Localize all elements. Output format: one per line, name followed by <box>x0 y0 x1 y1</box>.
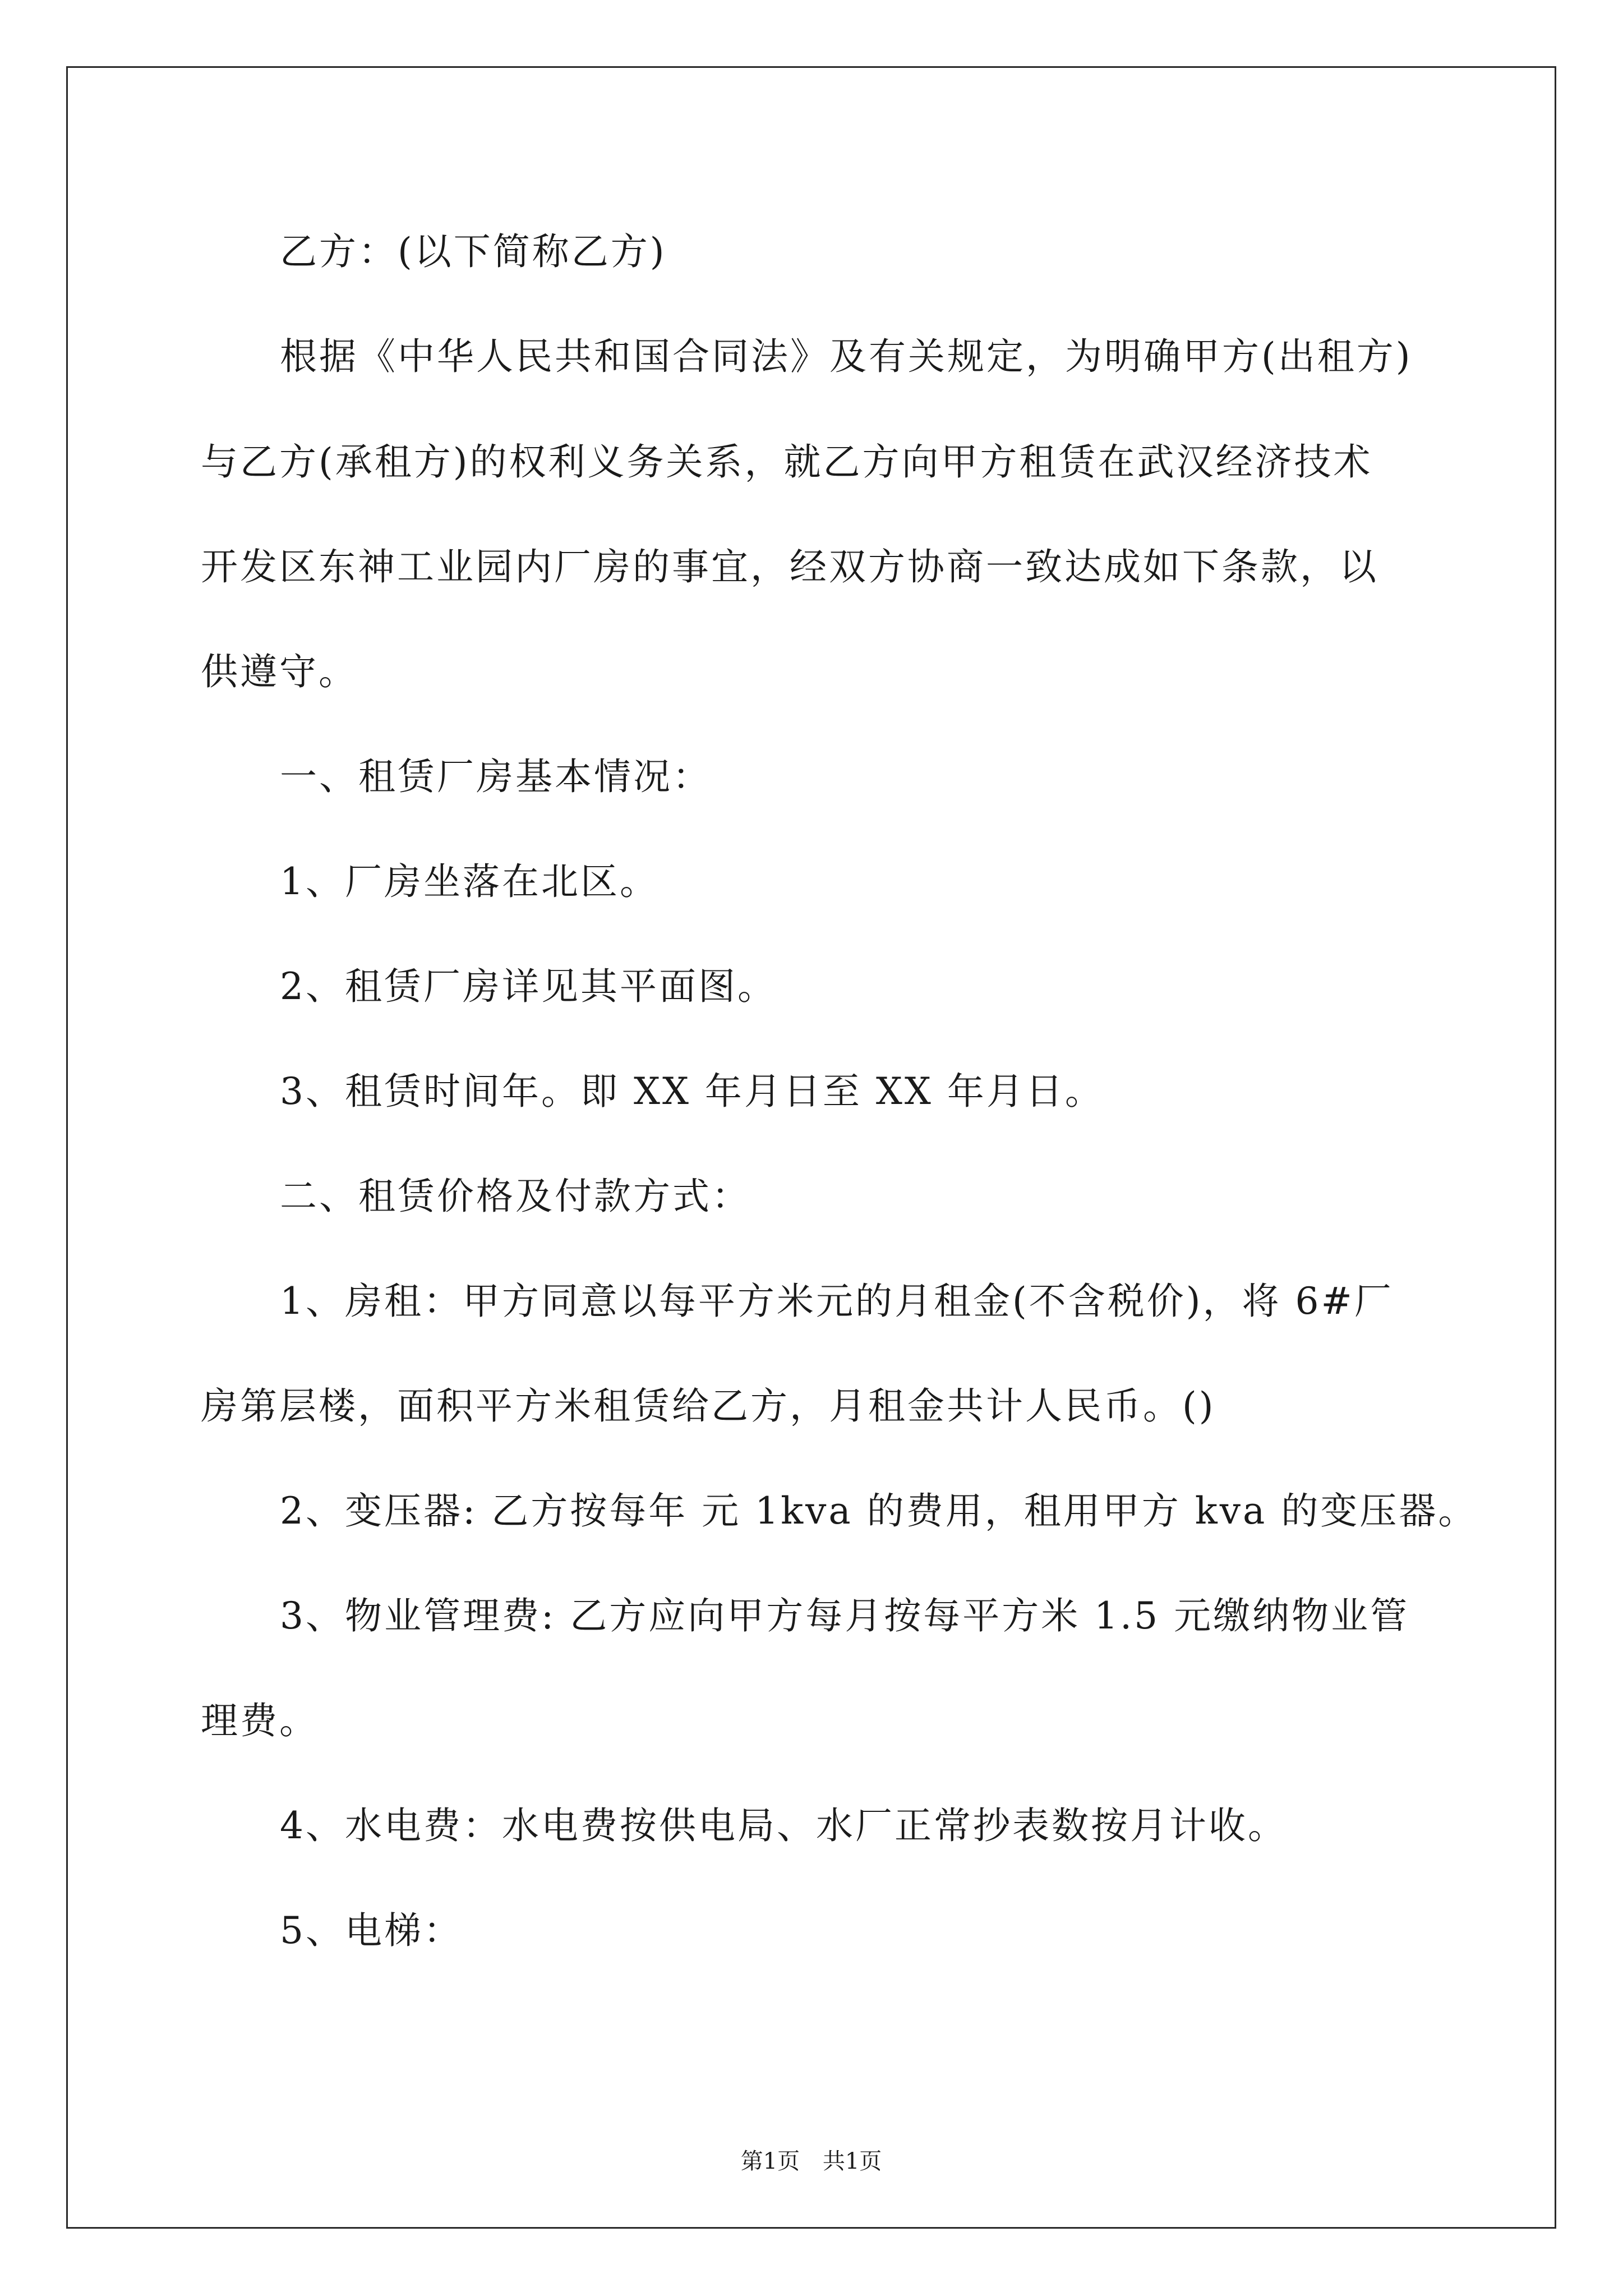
page-footer <box>68 2143 1555 2175</box>
clause-1-1: 1、厂房坐落在北区。 <box>280 860 659 903</box>
preamble-line-1: 根据《中华人民共和国合同法》及有关规定，为明确甲方(出租方) <box>280 335 1413 378</box>
clause-2-3-line-2: 理费。 <box>201 1699 319 1742</box>
clause-2-2: 2、变压器: 乙方按每年 元 1kva 的费用，租用甲方 kva 的变压器。 <box>280 1489 1478 1533</box>
page-frame <box>66 66 1556 2229</box>
clause-1-2: 2、租赁厂房详见其平面图。 <box>280 965 777 1008</box>
clause-2-3-line-1: 3、物业管理费: 乙方应向甲方每月按每平方米 1.5 元缴纳物业管 <box>280 1594 1410 1637</box>
clause-1-3: 3、租赁时间年。即 XX 年月日至 XX 年月日。 <box>280 1070 1104 1113</box>
clause-2-1-line-2: 房第层楼，面积平方米租赁给乙方，月租金共计人民币。() <box>201 1384 1216 1428</box>
page-total: 共1页 <box>822 2148 882 2174</box>
clause-2-1-line-1: 1、房租：甲方同意以每平方米元的月租金(不含税价)，将 6#厂 <box>280 1280 1394 1323</box>
preamble-line-3: 开发区东神工业园内厂房的事宜，经双方协商一致达成如下条款，以 <box>201 545 1378 588</box>
preamble-line-4: 供遵守。 <box>201 650 358 693</box>
clause-2-5: 5、电梯： <box>280 1909 463 1952</box>
document-body <box>68 68 1555 2227</box>
section-heading-1: 一、租赁厂房基本情况： <box>280 755 712 798</box>
clause-2-4: 4、水电费：水电费按供电局、水厂正常抄表数按月计收。 <box>280 1804 1287 1847</box>
party-b-line: 乙方：(以下简称乙方) <box>280 230 667 273</box>
preamble-line-2: 与乙方(承租方)的权利义务关系，就乙方向甲方租赁在武汉经济技术 <box>201 440 1373 484</box>
page-number: 第1页 <box>740 2148 800 2174</box>
section-heading-2: 二、租赁价格及付款方式： <box>280 1175 751 1218</box>
